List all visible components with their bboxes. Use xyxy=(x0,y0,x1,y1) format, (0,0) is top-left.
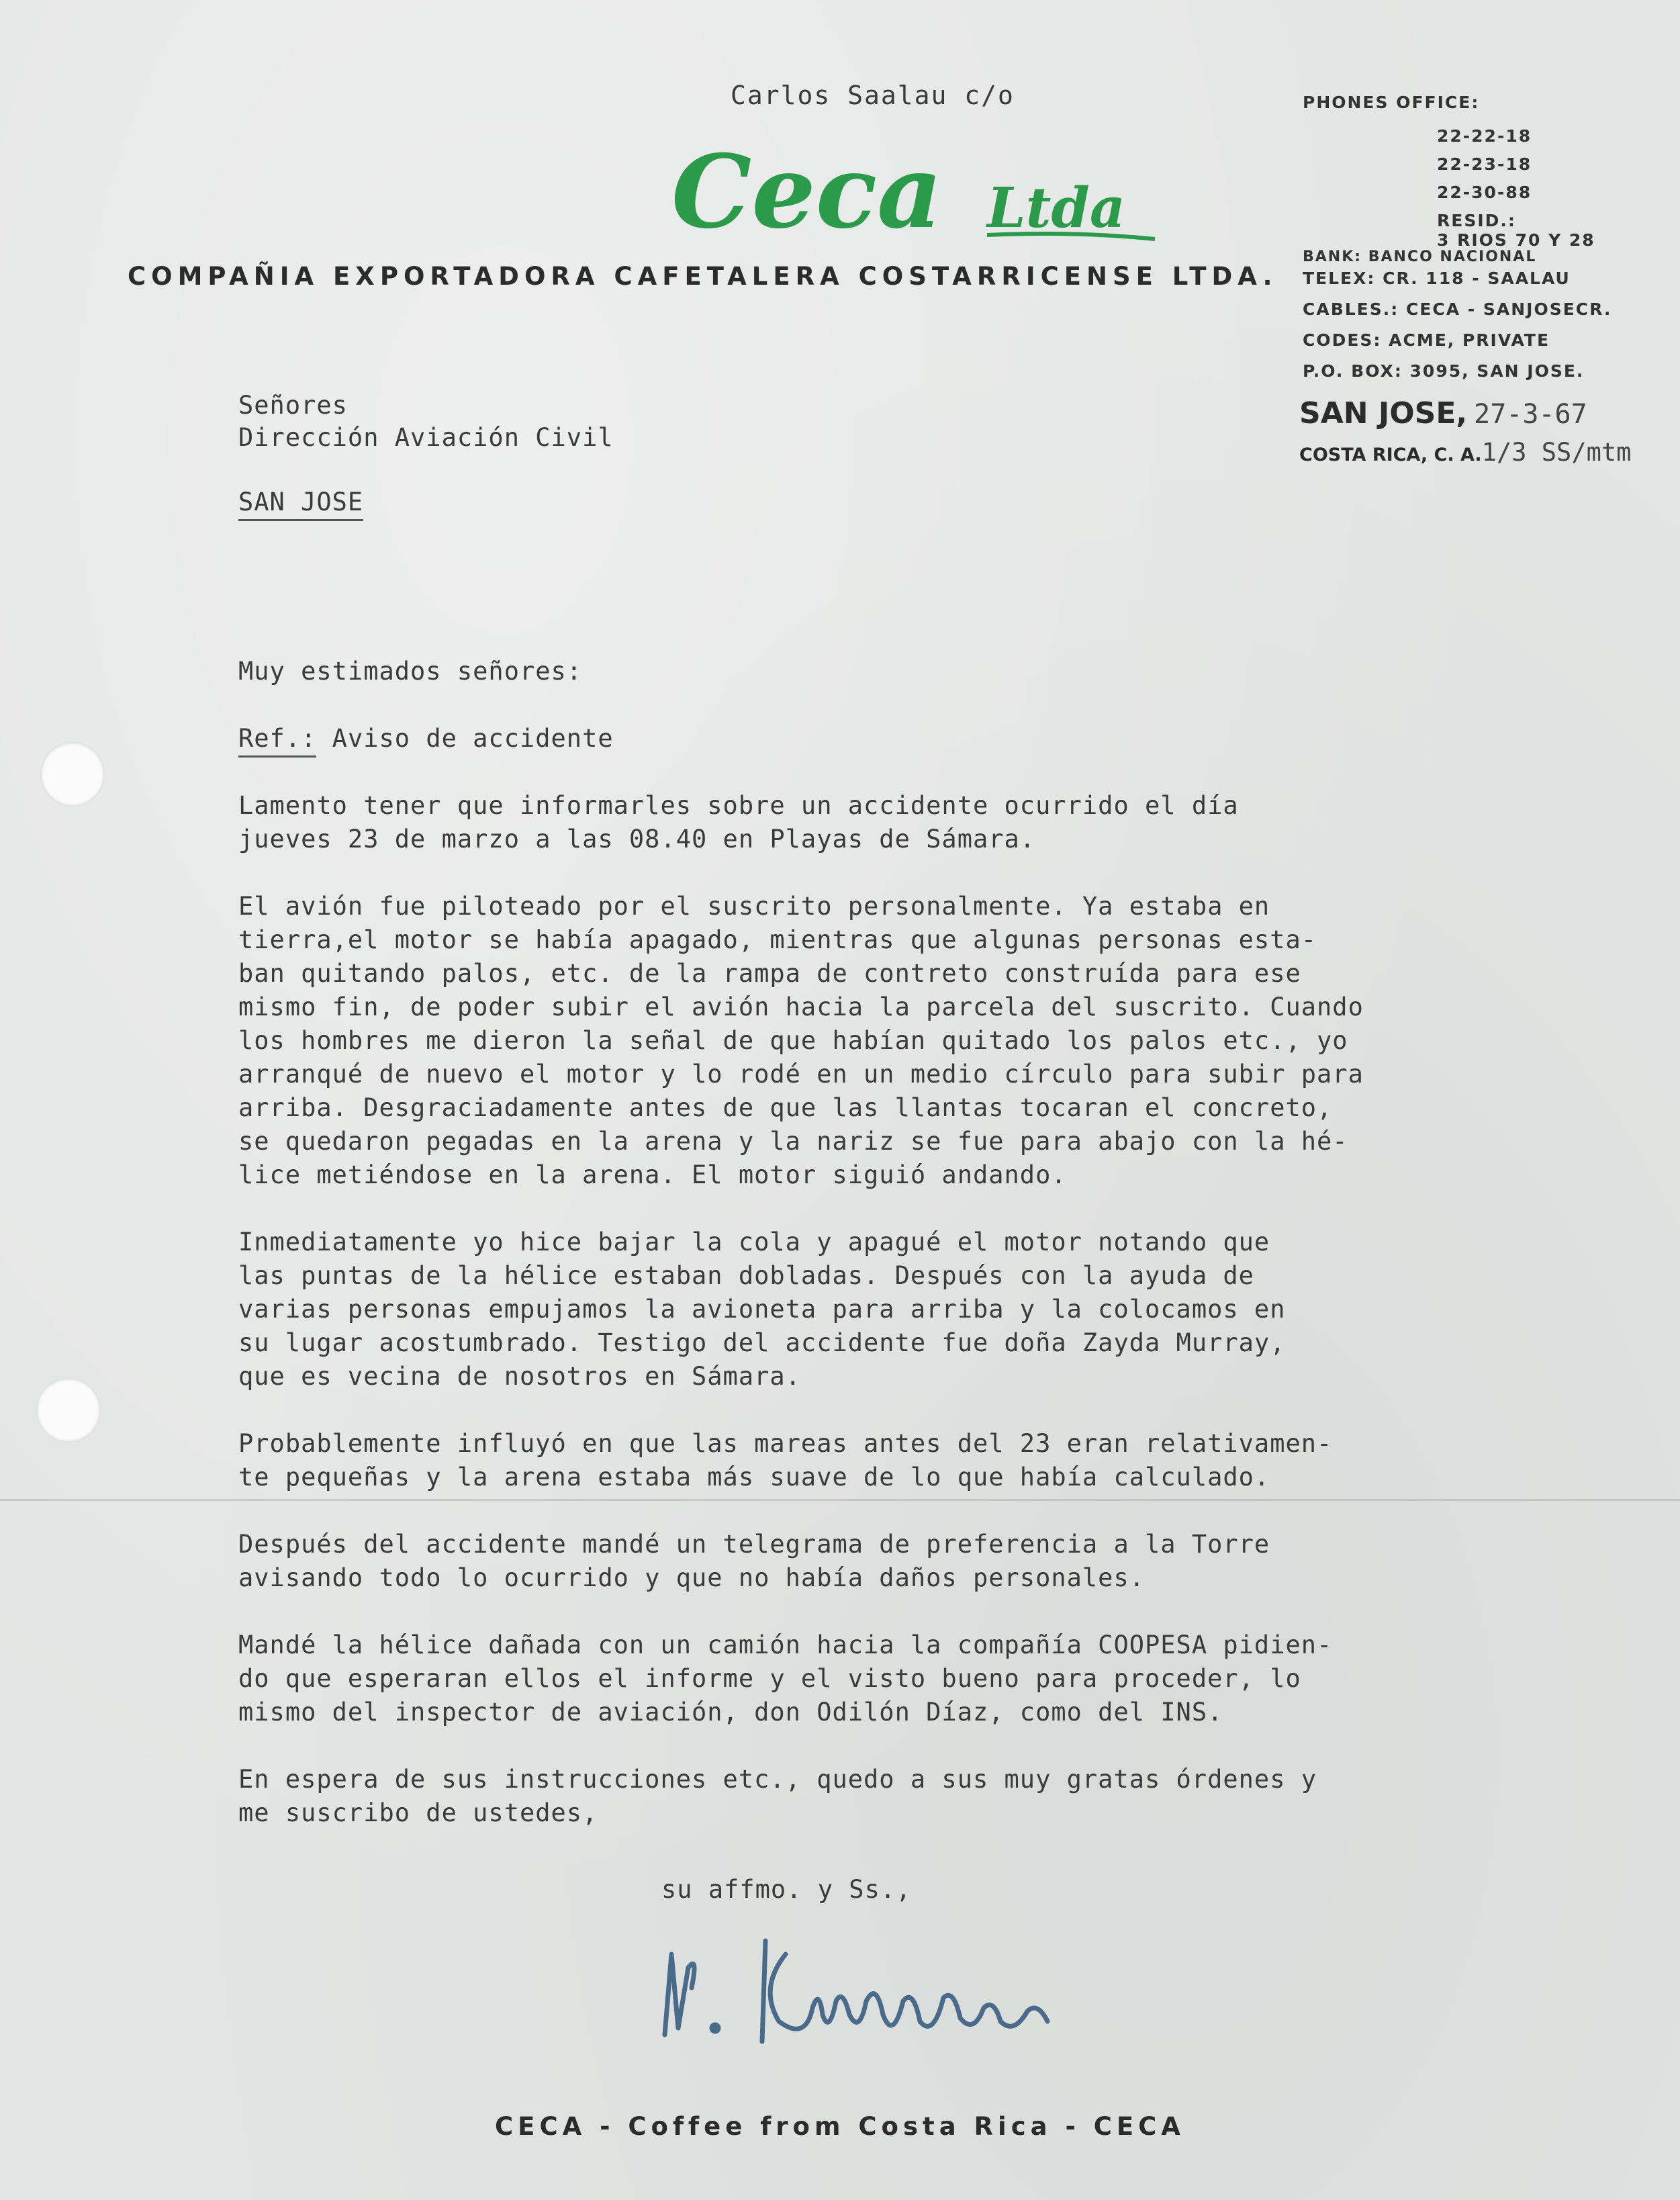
paragraph-4: Probablemente influyó en que las mareas antes del 23 eran relativamen- te pequeñas y la arena estaba más suave de lo que había calculado. xyxy=(238,1429,1333,1492)
country-label: COSTA RICA, C. A. xyxy=(1299,445,1482,465)
logo-suffix-text: Ltda xyxy=(987,176,1126,240)
phone-3: 22-30-88 xyxy=(1437,183,1532,202)
paragraph-6: Mandé la hélice dañada con un camión hacia la compañía COOPESA pidien- do que esperaran ellos el informe y el visto bueno para proceder, lo mismo del inspector de aviación, don Odilón Díaz, como del INS. xyxy=(238,1631,1333,1727)
ceca-logo xyxy=(671,141,1168,248)
resid-label: RESID.: xyxy=(1437,211,1516,230)
paragraph-2: El avión fue piloteado por el suscrito personalmente. Ya estaba en tierra,el motor se había apagado, mientras que algunas personas esta- ban quitando palos, etc. de la rampa de contreto construída para ese mismo fin, de poder subir el avión hacia la parcela del suscrito. Cuando los hombres me dieron la señal de que habían quitado los palos etc., yo arranqué de nuevo el motor y lo rodé en un medio círculo para subir para arriba. Desgraciadamente antes de que las llantas tocaran el concreto, se quedaron pegadas en la arena y la nariz se fue para abajo con la hé- lice metiéndose en la arena. El motor siguió andando. xyxy=(238,892,1364,1189)
ref-label: Ref.: xyxy=(238,724,316,758)
codes-line: CODES: ACME, PRIVATE xyxy=(1303,330,1550,350)
po-box-line: P.O. BOX: 3095, SAN JOSE. xyxy=(1303,361,1585,381)
recipient-line-1: Señores xyxy=(238,391,348,420)
paragraph-5: Después del accidente mandé un telegrama de preferencia a la Torre avisando todo lo ocurrido y que no había daños personales. xyxy=(238,1530,1270,1592)
logo-main-text: Ceca xyxy=(671,141,943,248)
reference-line xyxy=(238,722,1581,755)
cables-line: CABLES.: CECA - SANJOSECR. xyxy=(1303,300,1612,319)
paragraph-1: Lamento tener que informarles sobre un accidente ocurrido el día jueves 23 de marzo a las 08.40 en Playas de Sámara. xyxy=(238,791,1239,854)
phones-label: PHONES OFFICE: xyxy=(1303,93,1480,112)
recipient-city-text: SAN JOSE xyxy=(238,488,363,521)
letter-date: 27-3-67 xyxy=(1474,399,1587,430)
phone-2: 22-23-18 xyxy=(1437,154,1532,174)
company-name: COMPAÑIA EXPORTADORA CAFETALERA COSTARRICENSE LTDA. xyxy=(128,262,1278,291)
salutation: Muy estimados señores: xyxy=(238,657,583,686)
paragraph-3: Inmediatamente yo hice bajar la cola y apagué el motor notando que las puntas de la hélice estaban dobladas. Después con la ayuda de varias personas empujamos la avioneta para arriba y la colocamos en su lugar acostumbrado. Testigo del accidente fue doña Zayda Murray, que es vecina de nosotros en Sámara. xyxy=(238,1228,1286,1391)
handwritten-signature xyxy=(651,1927,1068,2075)
recipient-city xyxy=(238,488,363,516)
reference-code: 1/3 SS/mtm xyxy=(1481,438,1632,467)
punch-hole-top xyxy=(40,742,105,807)
bank-line: BANK: BANCO NACIONAL xyxy=(1303,248,1537,265)
footer-tagline: CECA - Coffee from Costa Rica - CECA xyxy=(495,2112,1185,2141)
city-label: SAN JOSE, xyxy=(1299,396,1468,430)
phone-1: 22-22-18 xyxy=(1437,126,1532,146)
paragraph-7: En espera de sus instrucciones etc., quedo a sus muy gratas órdenes y me suscribo de ustedes, xyxy=(238,1765,1317,1827)
city-date-line xyxy=(1299,396,1587,430)
recipient-line-2: Dirección Aviación Civil xyxy=(238,423,614,452)
closing-line: su affmo. y Ss., xyxy=(661,1875,912,1904)
letter-body xyxy=(238,655,1581,1864)
country-reference-line xyxy=(1299,438,1631,467)
punch-hole-bottom xyxy=(36,1378,101,1442)
ref-text: Aviso de accidente xyxy=(332,724,614,753)
typed-care-of-note: Carlos Saalau c/o xyxy=(731,81,1015,110)
resid-value: 3 RIOS 70 Y 28 xyxy=(1437,230,1595,250)
telex-line: TELEX: CR. 118 - SAALAU xyxy=(1303,269,1571,288)
